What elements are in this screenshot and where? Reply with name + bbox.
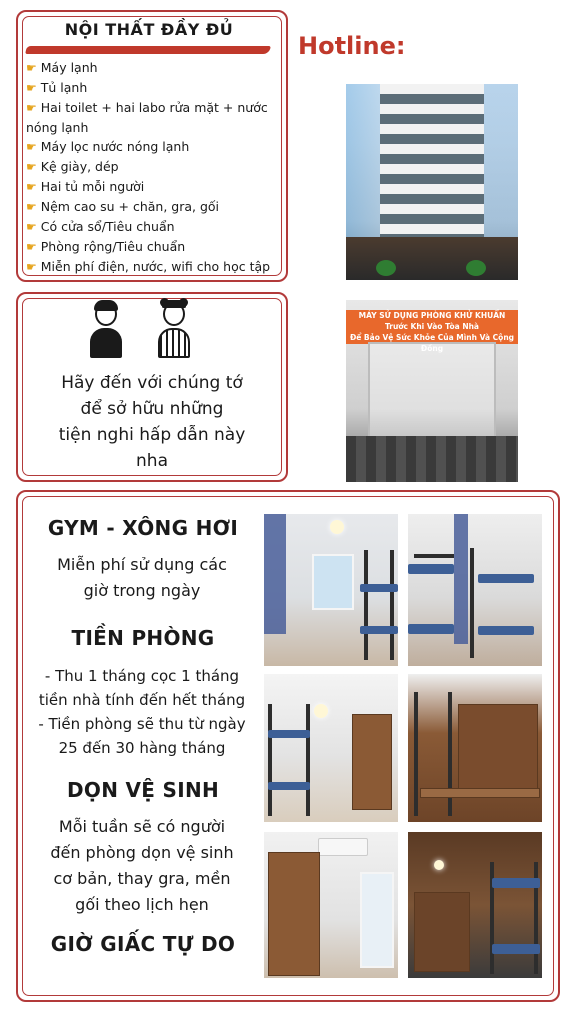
list-item: ☛ Kệ giày, dép (26, 159, 119, 174)
pointing-hand-icon: ☛ (26, 220, 37, 234)
disinfection-booth-photo (346, 300, 518, 482)
rent-title: TIỀN PHÒNG (71, 626, 215, 650)
list-item: ☛ Hai toilet + hai labo rửa mặt + nước nóng lạnh (26, 100, 268, 135)
building-photo (346, 84, 518, 280)
rent-text: - Thu 1 tháng cọc 1 tháng tiền nhà tính đến hết tháng - Tiền phòng sẽ thu từ ngày 25 đến 30 hàng tháng (38, 667, 246, 757)
list-item: ☛ Máy lọc nước nóng lạnh (26, 139, 190, 154)
gym-title: GYM - XÔNG HƠI (47, 516, 239, 540)
pointing-hand-icon: ☛ (26, 260, 37, 274)
pointing-hand-icon: ☛ (26, 61, 37, 75)
list-item: ☛ Máy lạnh (26, 60, 98, 75)
pointing-hand-icon: ☛ (26, 101, 37, 115)
cleaning-title: DỌN VỆ SINH (66, 778, 220, 802)
list-item: ☛ Tủ lạnh (26, 80, 88, 95)
booth-sign: MÁY SỬ DỤNG PHÒNG KHỬ KHUẨN Trước Khi Vào Tòa Nhà Để Bảo Vệ Sức Khỏe Của Mình Và Cộng Đồng (346, 310, 518, 344)
title-brush-underline (25, 46, 271, 54)
list-item: ☛ Phòng rộng/Tiêu chuẩn (26, 239, 186, 254)
pointing-hand-icon: ☛ (26, 180, 37, 194)
gym-text: Miễn phí sử dụng các giờ trong ngày (57, 555, 227, 600)
pointing-hand-icon: ☛ (26, 200, 37, 214)
room-photo-desk (408, 674, 542, 822)
furniture-title: NỘI THẤT ĐẦY ĐỦ (64, 20, 234, 39)
pointing-hand-icon: ☛ (26, 140, 37, 154)
cleaning-text: Mỗi tuần sẽ có người đến phòng dọn vệ sinh cơ bản, thay gra, mền gối theo lịch hẹn (50, 817, 234, 914)
girl-avatar-icon (156, 298, 192, 360)
list-item: ☛ Nệm cao su + chăn, gra, gối (26, 199, 220, 214)
room-photo-bunks-2 (408, 514, 542, 666)
room-photo-kitchen (408, 832, 542, 978)
list-item: ☛ Miễn phí điện, nước, wifi cho học tập (26, 259, 271, 274)
pointing-hand-icon: ☛ (26, 160, 37, 174)
invite-text: Hãy đến với chúng tớ để sở hữu những tiện nghi hấp dẫn này nha (58, 373, 246, 471)
pointing-hand-icon: ☛ (26, 240, 37, 254)
list-item: ☛ Hai tủ mỗi người (26, 179, 145, 194)
room-photo-lockers (264, 674, 398, 822)
hours-title: GIỜ GIẤC TỰ DO (50, 932, 236, 956)
boy-avatar-icon (88, 298, 124, 360)
furniture-list (26, 58, 282, 277)
room-photo-wardrobe (264, 832, 398, 978)
hotline-label: Hotline: (298, 32, 406, 60)
room-photo-bunks-1 (264, 514, 398, 666)
list-item: ☛ Có cửa sổ/Tiêu chuẩn (26, 219, 175, 234)
pointing-hand-icon: ☛ (26, 81, 37, 95)
